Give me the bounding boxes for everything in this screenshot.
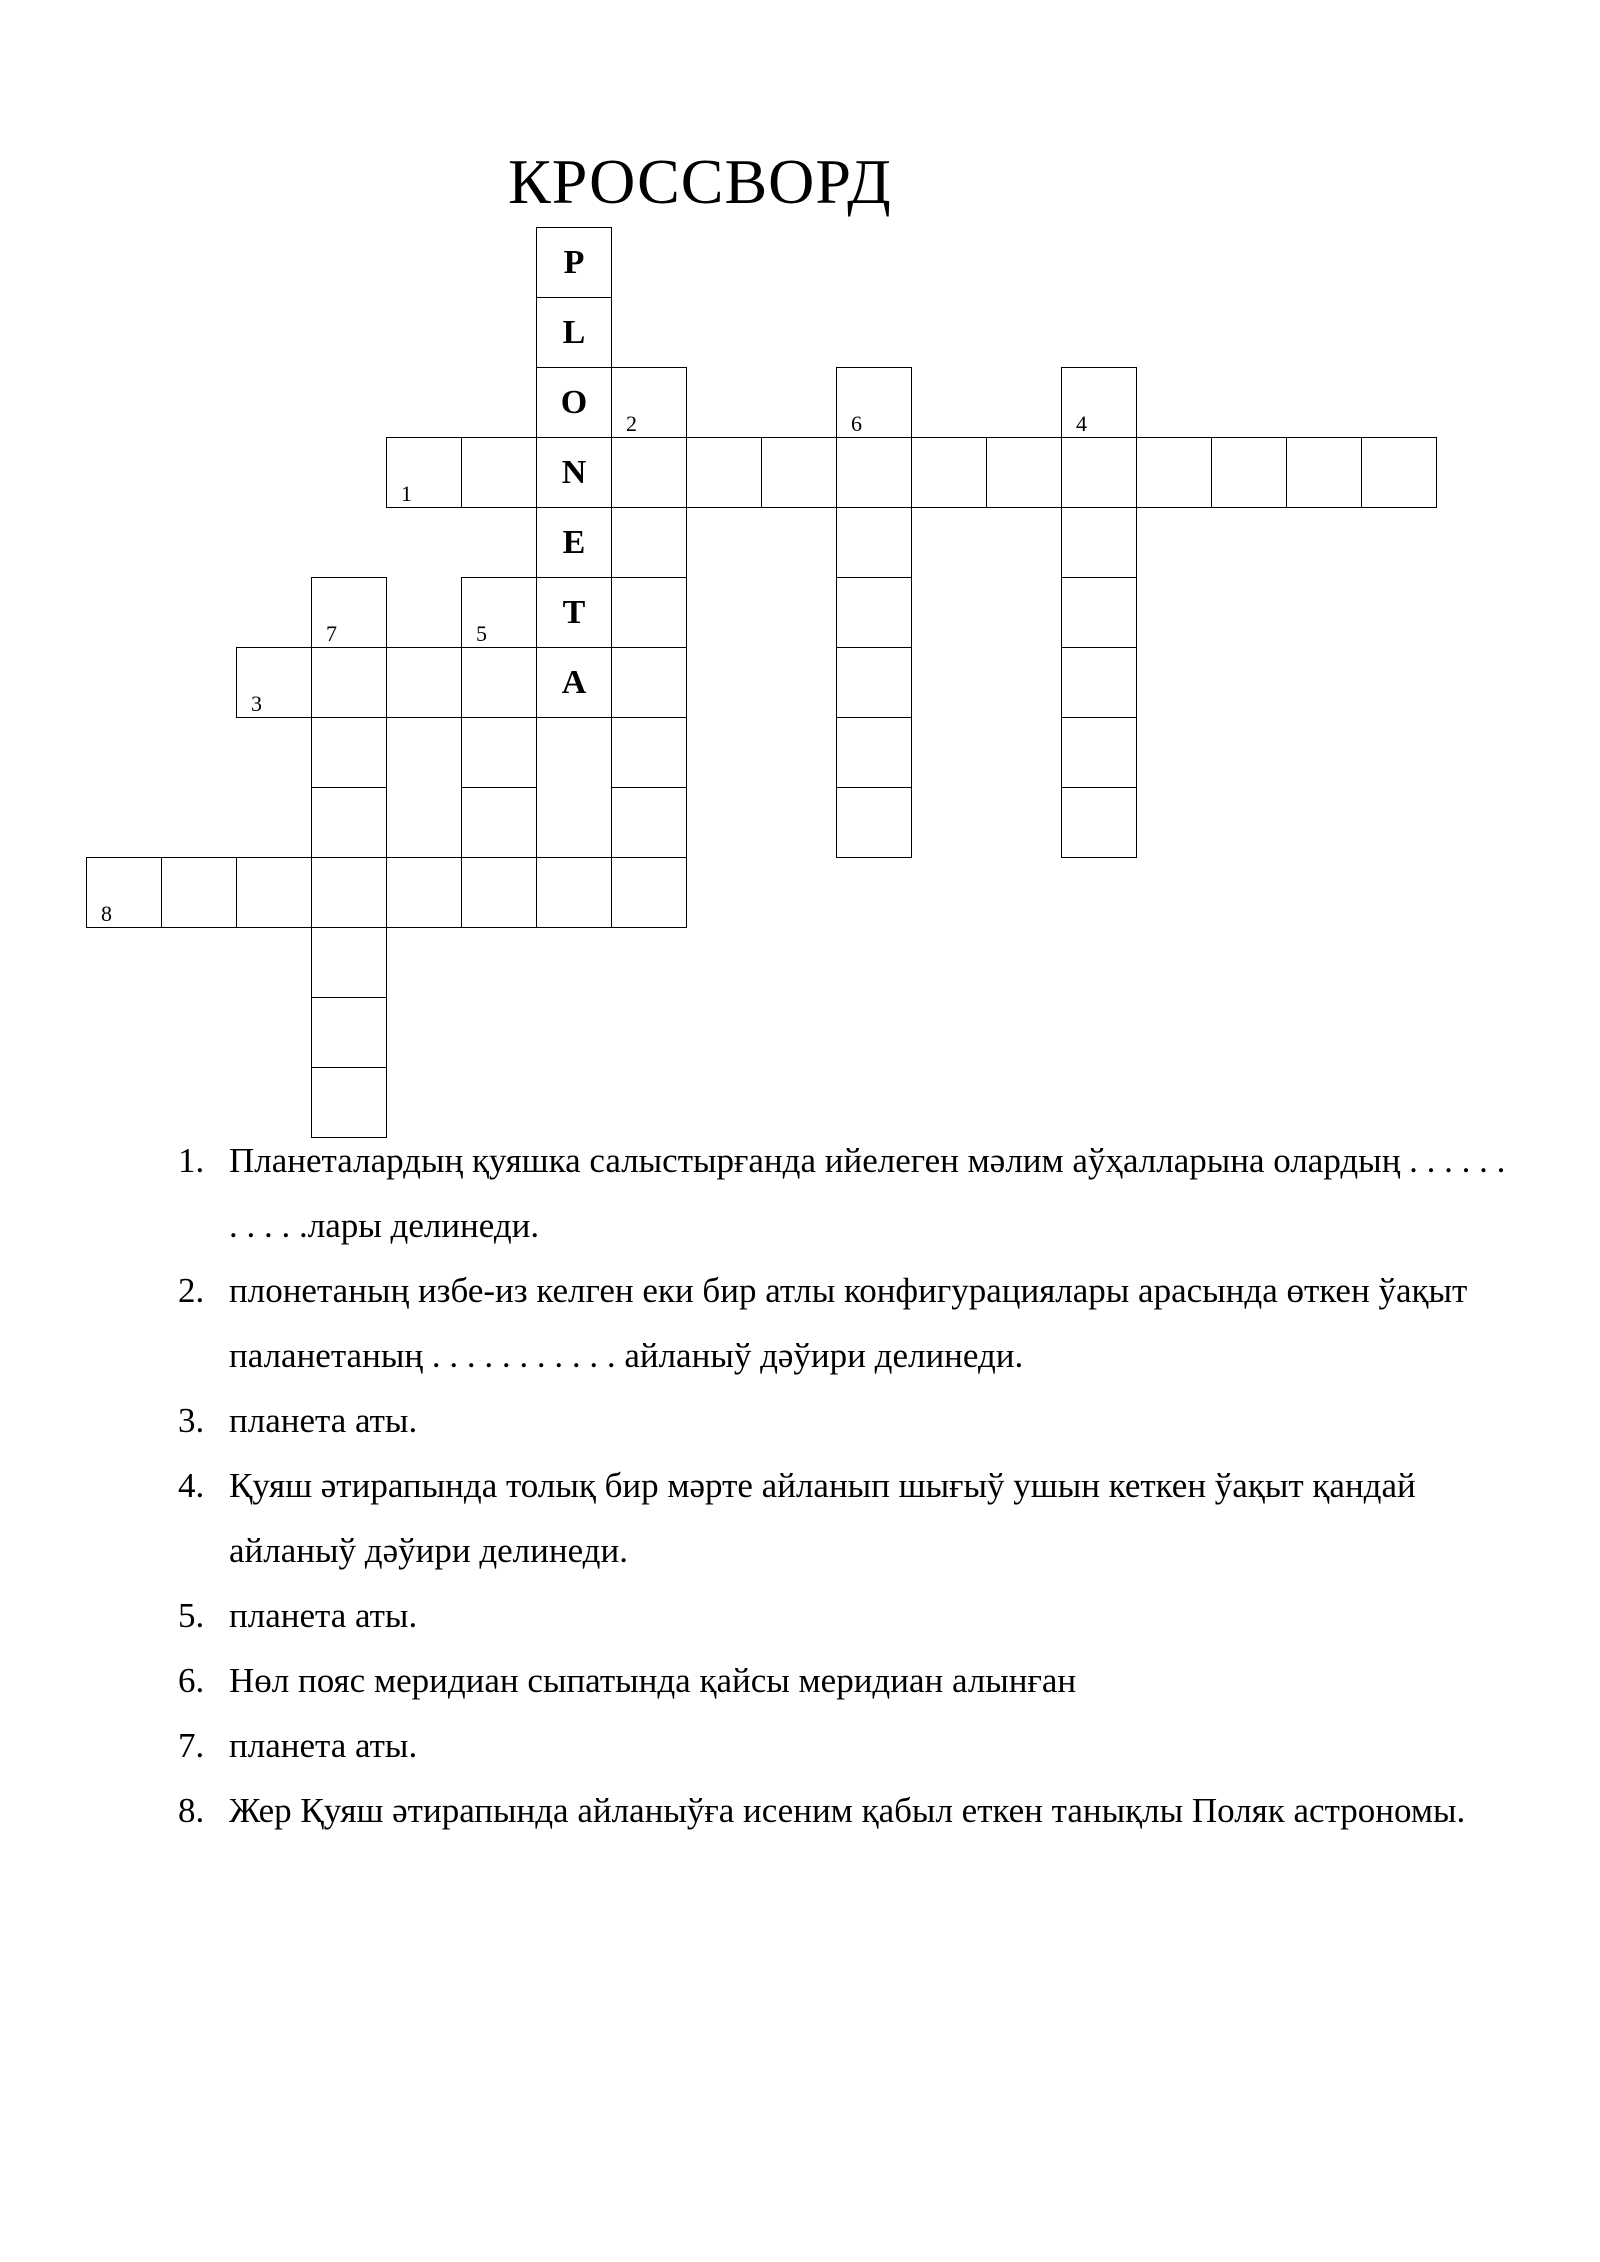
keyword-letter: T — [562, 593, 586, 631]
crossword-cell[interactable] — [386, 857, 462, 928]
clue-number: 3. — [178, 1401, 205, 1440]
clue-number: 8. — [178, 1791, 205, 1830]
clue-text: планета аты. — [229, 1596, 418, 1635]
crossword-cell[interactable] — [536, 367, 612, 438]
crossword-cell[interactable] — [1361, 437, 1437, 508]
crossword-cell[interactable] — [536, 507, 612, 578]
crossword-cell[interactable] — [1136, 437, 1212, 508]
crossword-cell[interactable] — [836, 367, 912, 438]
crossword-cell[interactable] — [836, 437, 912, 508]
crossword-cell[interactable] — [1286, 437, 1362, 508]
crossword-cell[interactable] — [1211, 437, 1287, 508]
crossword-cell[interactable] — [311, 857, 387, 928]
page-title: КРОССВОРД — [508, 146, 892, 217]
cell-number: 4 — [1076, 411, 1087, 436]
clue-text: плонетаның избе-из келген еки бир атлы конфигурациялары арасында өткен ўақыт паланетаның . . . . . . . . . . . айланыў дəўири делинеди. — [229, 1271, 1468, 1375]
crossword-cell[interactable] — [311, 997, 387, 1068]
cell-number: 2 — [626, 411, 637, 436]
cell-number: 1 — [401, 481, 412, 506]
crossword-cell[interactable] — [311, 927, 387, 998]
clue-item — [178, 1648, 1508, 1713]
clue-text: планета аты. — [229, 1726, 418, 1765]
crossword-cell[interactable] — [536, 647, 612, 718]
crossword-cell[interactable] — [611, 857, 687, 928]
crossword-cell[interactable] — [761, 437, 837, 508]
crossword-cell[interactable] — [911, 437, 987, 508]
crossword-cell[interactable] — [536, 227, 612, 298]
crossword-cell[interactable] — [1061, 437, 1137, 508]
crossword-cell[interactable] — [1061, 787, 1137, 858]
crossword-cell[interactable] — [836, 577, 912, 648]
clue-text: Жер Қуяш əтирапында айланыўға исеним қабыл еткен танықлы Поляк астрономы. — [229, 1791, 1466, 1830]
clue-number: 5. — [178, 1596, 205, 1635]
crossword-cell[interactable] — [461, 577, 537, 648]
crossword-cell[interactable] — [386, 437, 462, 508]
crossword-cell[interactable] — [461, 857, 537, 928]
crossword-cell[interactable] — [686, 437, 762, 508]
crossword-cell[interactable] — [461, 437, 537, 508]
clue-number: 4. — [178, 1466, 205, 1505]
keyword-letter: P — [563, 243, 585, 281]
clue-text: планета аты. — [229, 1401, 418, 1440]
crossword-cell[interactable] — [311, 577, 387, 648]
crossword-cell[interactable] — [386, 647, 462, 718]
clue-item — [178, 1778, 1508, 1843]
crossword-cell[interactable] — [836, 787, 912, 858]
crossword-cell[interactable] — [536, 857, 612, 928]
crossword-cell[interactable] — [161, 857, 237, 928]
clue-item — [178, 1583, 1508, 1648]
crossword-cell[interactable] — [461, 717, 537, 788]
crossword-cell[interactable] — [836, 717, 912, 788]
keyword-letter: A — [561, 663, 587, 701]
clue-number: 1. — [178, 1141, 205, 1180]
crossword-cell[interactable] — [1061, 367, 1137, 438]
keyword-letter: N — [561, 453, 587, 491]
crossword-cell[interactable] — [536, 297, 612, 368]
crossword-cell[interactable] — [611, 437, 687, 508]
cell-number: 5 — [476, 621, 487, 646]
cell-number: 7 — [326, 621, 337, 646]
crossword-cell[interactable] — [461, 787, 537, 858]
crossword-cell[interactable] — [311, 787, 387, 858]
clue-number: 2. — [178, 1271, 205, 1310]
crossword-cell[interactable] — [536, 437, 612, 508]
keyword-letter: O — [560, 383, 588, 421]
cell-number: 3 — [251, 691, 262, 716]
crossword-cell[interactable] — [311, 717, 387, 788]
crossword-cell[interactable] — [1061, 577, 1137, 648]
crossword-cell[interactable] — [236, 647, 312, 718]
crossword-cell[interactable] — [611, 647, 687, 718]
crossword-cell[interactable] — [1061, 647, 1137, 718]
crossword-cell[interactable] — [986, 437, 1062, 508]
crossword-cell[interactable] — [836, 507, 912, 578]
clue-item — [178, 1388, 1508, 1453]
crossword-cell[interactable] — [461, 647, 537, 718]
clue-item — [178, 1128, 1508, 1258]
clue-item — [178, 1453, 1508, 1583]
clue-number: 7. — [178, 1726, 205, 1765]
clue-text: Нөл пояс меридиан сыпатында қайсы меридиан алынған — [229, 1661, 1077, 1700]
crossword-cell[interactable] — [311, 647, 387, 718]
keyword-letter: E — [562, 523, 586, 561]
clue-item — [178, 1258, 1508, 1388]
crossword-cell[interactable] — [1061, 717, 1137, 788]
cell-number: 8 — [101, 901, 112, 926]
crossword-cell[interactable] — [86, 857, 162, 928]
keyword-letter: L — [562, 313, 586, 351]
clue-text: Планеталардың қуяшка салыстырғанда ийелеген мəлим аўҳалларына олардың . . . . . . . . . . .лары делинеди. — [229, 1141, 1506, 1245]
crossword-cell[interactable] — [836, 647, 912, 718]
crossword-cell[interactable] — [611, 507, 687, 578]
crossword-cell[interactable] — [1061, 507, 1137, 578]
clue-list — [178, 1128, 1508, 1843]
crossword-cell[interactable] — [536, 577, 612, 648]
cell-number: 6 — [851, 411, 862, 436]
crossword-cell[interactable] — [236, 857, 312, 928]
clue-text: Қуяш əтирапында толық бир мəрте айланып шығыў ушын кеткен ўақыт қандай айланыў дəўири делинеди. — [229, 1466, 1416, 1570]
crossword-cell[interactable] — [611, 367, 687, 438]
clue-number: 6. — [178, 1661, 205, 1700]
crossword-cell[interactable] — [611, 787, 687, 858]
crossword-cell[interactable] — [611, 577, 687, 648]
clue-item — [178, 1713, 1508, 1778]
crossword-cell[interactable] — [611, 717, 687, 788]
